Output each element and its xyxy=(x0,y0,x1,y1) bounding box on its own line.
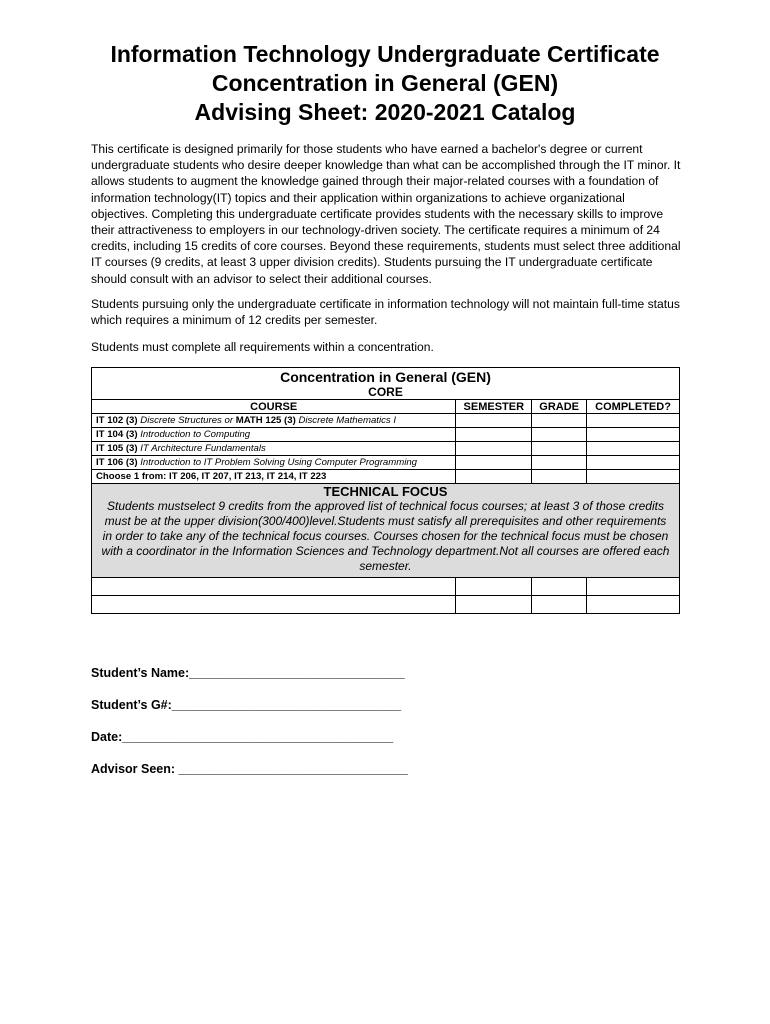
fulltime-note-paragraph xyxy=(91,296,681,328)
completed-cell[interactable] xyxy=(587,456,680,470)
course-cell xyxy=(92,442,456,456)
technical-focus-text: Students mustselect 9 credits from the approved list of technical focus courses; at least 3 of those credits must be at the upper division(300/400)level.Students must satisfy all prerequisites and other requirements in order to take any of the technical focus courses. Courses chosen for the technical focus must be chosen with a coordinator in the Information Sciences and Technology department.Not all courses are offered each semester. xyxy=(101,499,670,573)
table-row xyxy=(92,428,680,442)
course-name: Introduction to Computing xyxy=(140,429,251,440)
document-title xyxy=(60,40,710,127)
semester-cell[interactable] xyxy=(456,470,532,484)
technical-focus-section xyxy=(92,484,680,578)
course-cell xyxy=(92,428,456,442)
grade-cell[interactable] xyxy=(532,414,587,428)
course-name: Introduction to IT Problem Solving Using Computer Programming xyxy=(140,457,418,468)
column-header-grade: GRADE xyxy=(532,400,587,414)
course-code: IT 102 (3) xyxy=(96,415,138,426)
course-cell[interactable] xyxy=(92,578,456,596)
course-cell xyxy=(92,456,456,470)
table-row xyxy=(92,578,680,596)
completed-cell[interactable] xyxy=(587,414,680,428)
table-row xyxy=(92,470,680,484)
course-code: IT 105 (3) xyxy=(96,443,138,454)
completed-cell[interactable] xyxy=(587,470,680,484)
course-choice: Choose 1 from: IT 206, IT 207, IT 213, IT 214, IT 223 xyxy=(96,471,327,482)
completed-cell[interactable] xyxy=(587,442,680,456)
table-row xyxy=(92,442,680,456)
student-name-field[interactable]: Student’s Name:_______________________________ xyxy=(91,666,405,680)
course-code: IT 104 (3) xyxy=(96,429,138,440)
date-field[interactable]: Date:_______________________________________ xyxy=(91,730,394,744)
table-row xyxy=(92,414,680,428)
course-name-alt: Discrete Mathematics I xyxy=(298,415,397,426)
completed-cell[interactable] xyxy=(587,596,680,614)
grade-cell[interactable] xyxy=(532,428,587,442)
requirements-table xyxy=(91,367,680,614)
concentration-title: Concentration in General (GEN) xyxy=(92,368,680,386)
course-cell xyxy=(92,414,456,428)
column-header-semester: SEMESTER xyxy=(456,400,532,414)
semester-cell[interactable] xyxy=(456,578,532,596)
fulltime-note-text: Students pursuing only the undergraduate certificate in information technology will not maintain full-time status which requires a minimum of 12 credits per semester. xyxy=(91,297,680,328)
concentration-note-text: Students must complete all requirements within a concentration. xyxy=(91,340,434,354)
intro-text: This certificate is designed primarily for those students who have earned a bachelor's degree or current undergraduate students who desire deeper knowledge than what can be accomplished through the IT minor. It allows students to augment the knowledge gained through their major-related courses with a foundation of information technology(IT) topics and their application within organizations to achieve organizational objectives. Completing this undergraduate certificate provides students with the necessary skills to improve their attractiveness to employers in our technology-driven society. The certificate requires a minimum of 24 credits, including 15 credits of core courses. Beyond these requirements, students must select three additional IT courses (9 credits, at least 3 upper division credits). Students pursuing the IT undergraduate certificate should consult with an advisor to select their additional courses. xyxy=(91,142,681,286)
column-header-course: COURSE xyxy=(92,400,456,414)
table-row xyxy=(92,596,680,614)
technical-focus-heading: TECHNICAL FOCUS xyxy=(323,484,448,499)
completed-cell[interactable] xyxy=(587,428,680,442)
advisor-seen-field[interactable]: Advisor Seen: _________________________________ xyxy=(91,762,408,776)
course-name: Discrete Structures or xyxy=(140,415,234,426)
semester-cell[interactable] xyxy=(456,596,532,614)
semester-cell[interactable] xyxy=(456,442,532,456)
grade-cell[interactable] xyxy=(532,456,587,470)
title-line-2: Concentration in General (GEN) xyxy=(211,70,559,96)
title-line-1: Information Technology Undergraduate Certificate xyxy=(110,41,660,67)
completed-cell[interactable] xyxy=(587,578,680,596)
grade-cell[interactable] xyxy=(532,442,587,456)
course-cell[interactable] xyxy=(92,596,456,614)
grade-cell[interactable] xyxy=(532,578,587,596)
course-code-alt: MATH 125 (3) xyxy=(235,415,296,426)
semester-cell[interactable] xyxy=(456,456,532,470)
grade-cell[interactable] xyxy=(532,596,587,614)
core-heading: CORE xyxy=(92,385,680,400)
table-row xyxy=(92,456,680,470)
title-line-3: Advising Sheet: 2020-2021 Catalog xyxy=(194,99,576,125)
grade-cell[interactable] xyxy=(532,470,587,484)
student-gnumber-field[interactable]: Student’s G#:_________________________________ xyxy=(91,698,402,712)
column-header-completed: COMPLETED? xyxy=(587,400,680,414)
intro-paragraph xyxy=(91,141,681,287)
course-name: IT Architecture Fundamentals xyxy=(140,443,266,454)
semester-cell[interactable] xyxy=(456,428,532,442)
semester-cell[interactable] xyxy=(456,414,532,428)
course-cell xyxy=(92,470,456,484)
concentration-note-paragraph xyxy=(91,339,681,355)
course-code: IT 106 (3) xyxy=(96,457,138,468)
